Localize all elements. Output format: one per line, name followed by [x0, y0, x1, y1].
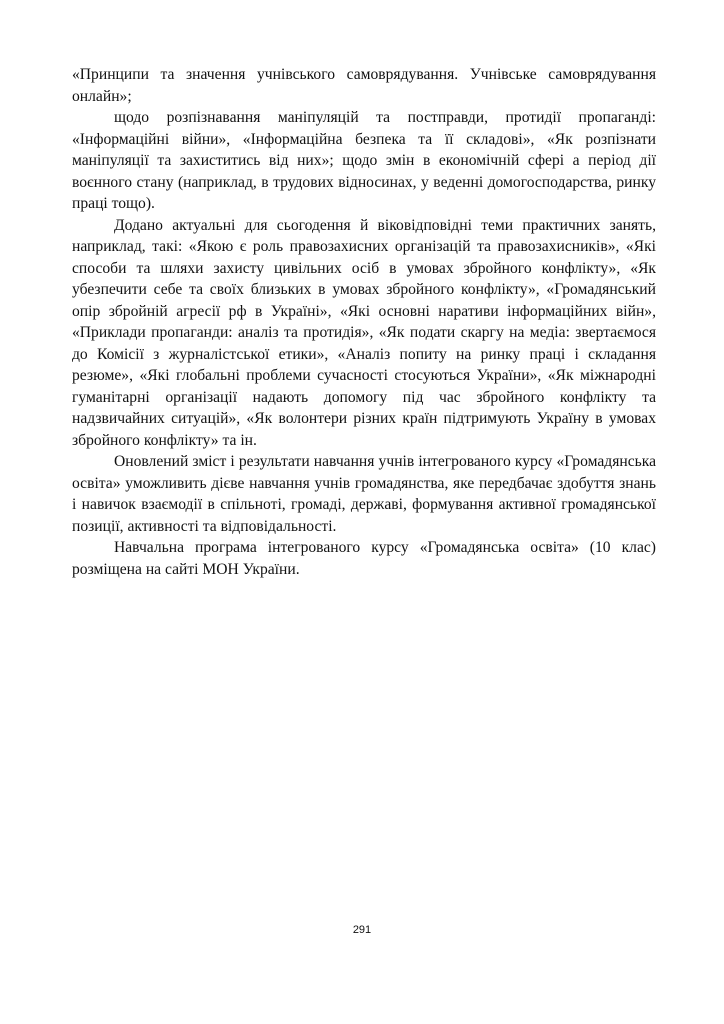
document-body — [72, 64, 656, 580]
paragraph-student-self-government: «Принципи та значення учнівського самоврядування. Учнівське самоврядування онлайн»; — [72, 66, 656, 105]
page-number: 291 — [352, 924, 372, 936]
paragraph-program-location: Навчальна програма інтегрованого курсу «Громадянська освіта» (10 клас) розміщена на сайті МОН України. — [72, 539, 656, 578]
paragraph-manipulation-topics: щодо розпізнавання маніпуляцій та постправди, протидії пропаганді: «Інформаційні війни», «Інформаційна безпека та її складові», «Як розпізнати маніпуляції та захиститись від них»; щодо змін в економічній сфері а період дії воєнного стану (наприклад, в трудових відносинах, у веденні домогосподарства, ринку праці тощо). — [72, 109, 656, 212]
paragraph-learning-results: Оновлений зміст і результати навчання учнів інтегрованого курсу «Громадянська освіта» уможливить дієве навчання учнів громадянства, яке передбачає здобуття знань і навичок взаємодії в спільноті, громаді, державі, формування активної громадянської позиції, активності та відповідальності. — [72, 453, 656, 535]
paragraph-practical-topics: Додано актуальні для сьогодення й віковідповідні теми практичних занять, наприклад, такі: «Якою є роль правозахисних організацій та правозахисників», «Які способи та шляхи захисту цивільних осіб в умовах збройного конфлікту», «Як убезпечити себе та своїх близьких в умовах збройного конфлікту», «Громадянський опір збройній агресії рф в Україні», «Які основні наративи інформаційних війн», «Приклади пропаганди: аналіз та протидія», «Як подати скаргу на медіа: звертаємося до Комісії з журналістської етики», «Аналіз попиту на ринку праці і складання резюме», «Які глобальні проблеми сучасності стосуються України», «Як міжнародні гуманітарні організації надають допомогу під час збройного конфлікту та надзвичайних ситуацій», «Як волонтери різних країн підтримують Україну в умовах збройного конфлікту» та ін. — [72, 216, 656, 449]
